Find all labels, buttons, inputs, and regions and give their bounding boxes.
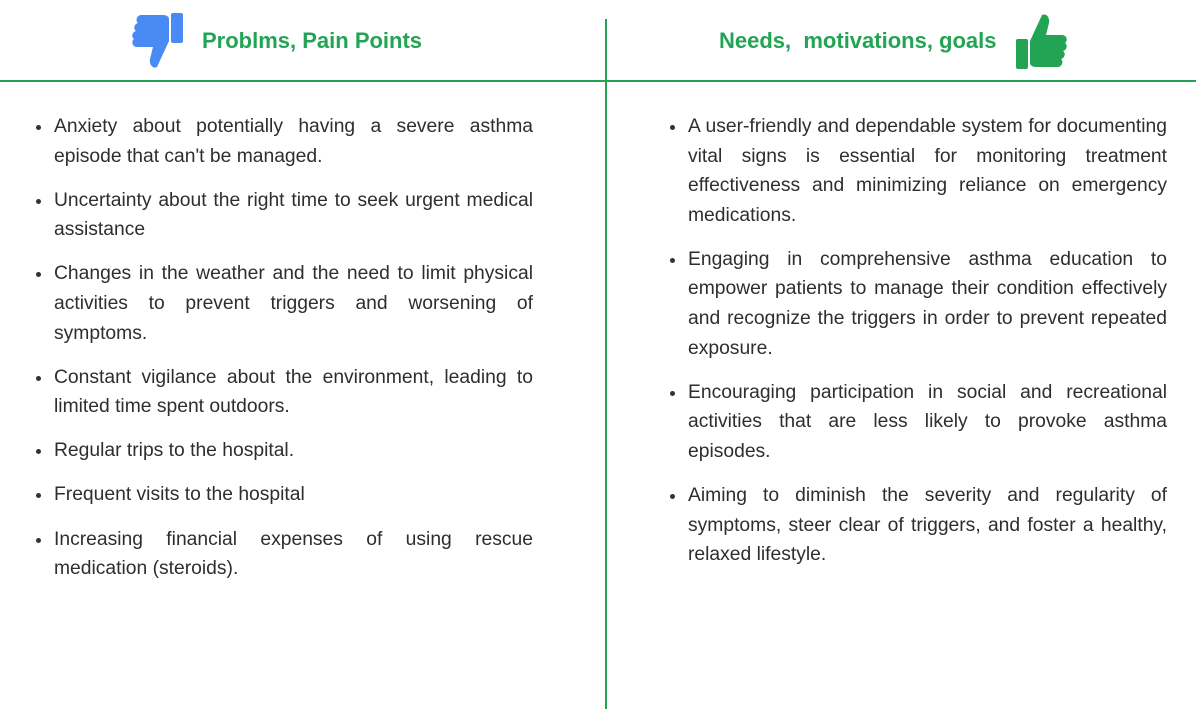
- pain-points-header: [130, 8, 422, 74]
- pain-points-list: [30, 112, 533, 598]
- bullet-icon: [670, 258, 675, 263]
- header-divider: [0, 80, 1196, 82]
- bullet-icon: [36, 199, 41, 204]
- list-item-text: Uncertainty about the right time to seek urgent medical assistance: [54, 189, 533, 241]
- bullet-icon: [670, 494, 675, 499]
- needs-goals-title: Needs, motivations, goals: [719, 28, 997, 53]
- list-item: [30, 186, 533, 245]
- needs-goals-list: [664, 112, 1167, 584]
- list-item: [30, 259, 533, 348]
- list-item-text: Frequent visits to the hospital: [54, 484, 305, 506]
- thumbs-down-icon: [130, 8, 190, 74]
- list-item: [664, 245, 1167, 363]
- list-item-text: Constant vigilance about the environment, leading to limited time spent outdoors.: [54, 366, 533, 418]
- bullet-icon: [670, 391, 675, 396]
- list-item: [664, 112, 1167, 230]
- list-item: [30, 363, 533, 422]
- bullet-icon: [36, 272, 41, 277]
- thumbs-up-icon: [1009, 8, 1069, 74]
- list-item: [30, 436, 533, 466]
- bullet-icon: [36, 449, 41, 454]
- pain-points-title: Problms, Pain Points: [202, 28, 423, 53]
- list-item-text: Regular trips to the hospital.: [54, 440, 295, 462]
- list-item-text: Changes in the weather and the need to limit physical activities to prevent triggers and worsening of symptoms.: [54, 263, 533, 344]
- needs-goals-header: [719, 8, 1069, 74]
- bullet-icon: [36, 125, 41, 130]
- list-item-text: Increasing financial expenses of using rescue medication (steroids).: [54, 528, 533, 580]
- list-item: [30, 480, 533, 510]
- list-item: [664, 481, 1167, 570]
- list-item-text: A user-friendly and dependable system for documenting vital signs is essential for monitoring treatment effectiveness and minimizing reliance on emergency medications.: [688, 116, 1167, 226]
- list-item: [30, 112, 533, 171]
- list-item-text: Engaging in comprehensive asthma education to empower patients to manage their condition effectively and recognize the triggers in order to prevent repeated exposure.: [688, 248, 1167, 359]
- list-item-text: Aiming to diminish the severity and regularity of symptoms, steer clear of triggers, and foster a healthy, relaxed lifestyle.: [688, 485, 1167, 566]
- bullet-icon: [36, 538, 41, 543]
- bullet-icon: [36, 493, 41, 498]
- list-item: [664, 378, 1167, 467]
- list-item-text: Encouraging participation in social and recreational activities that are less likely to provoke asthma episodes.: [688, 381, 1167, 462]
- bullet-icon: [670, 125, 675, 130]
- list-item-text: Anxiety about potentially having a severe asthma episode that can't be managed.: [54, 116, 533, 167]
- bullet-icon: [36, 376, 41, 381]
- list-item: [30, 525, 533, 584]
- column-divider: [605, 19, 607, 709]
